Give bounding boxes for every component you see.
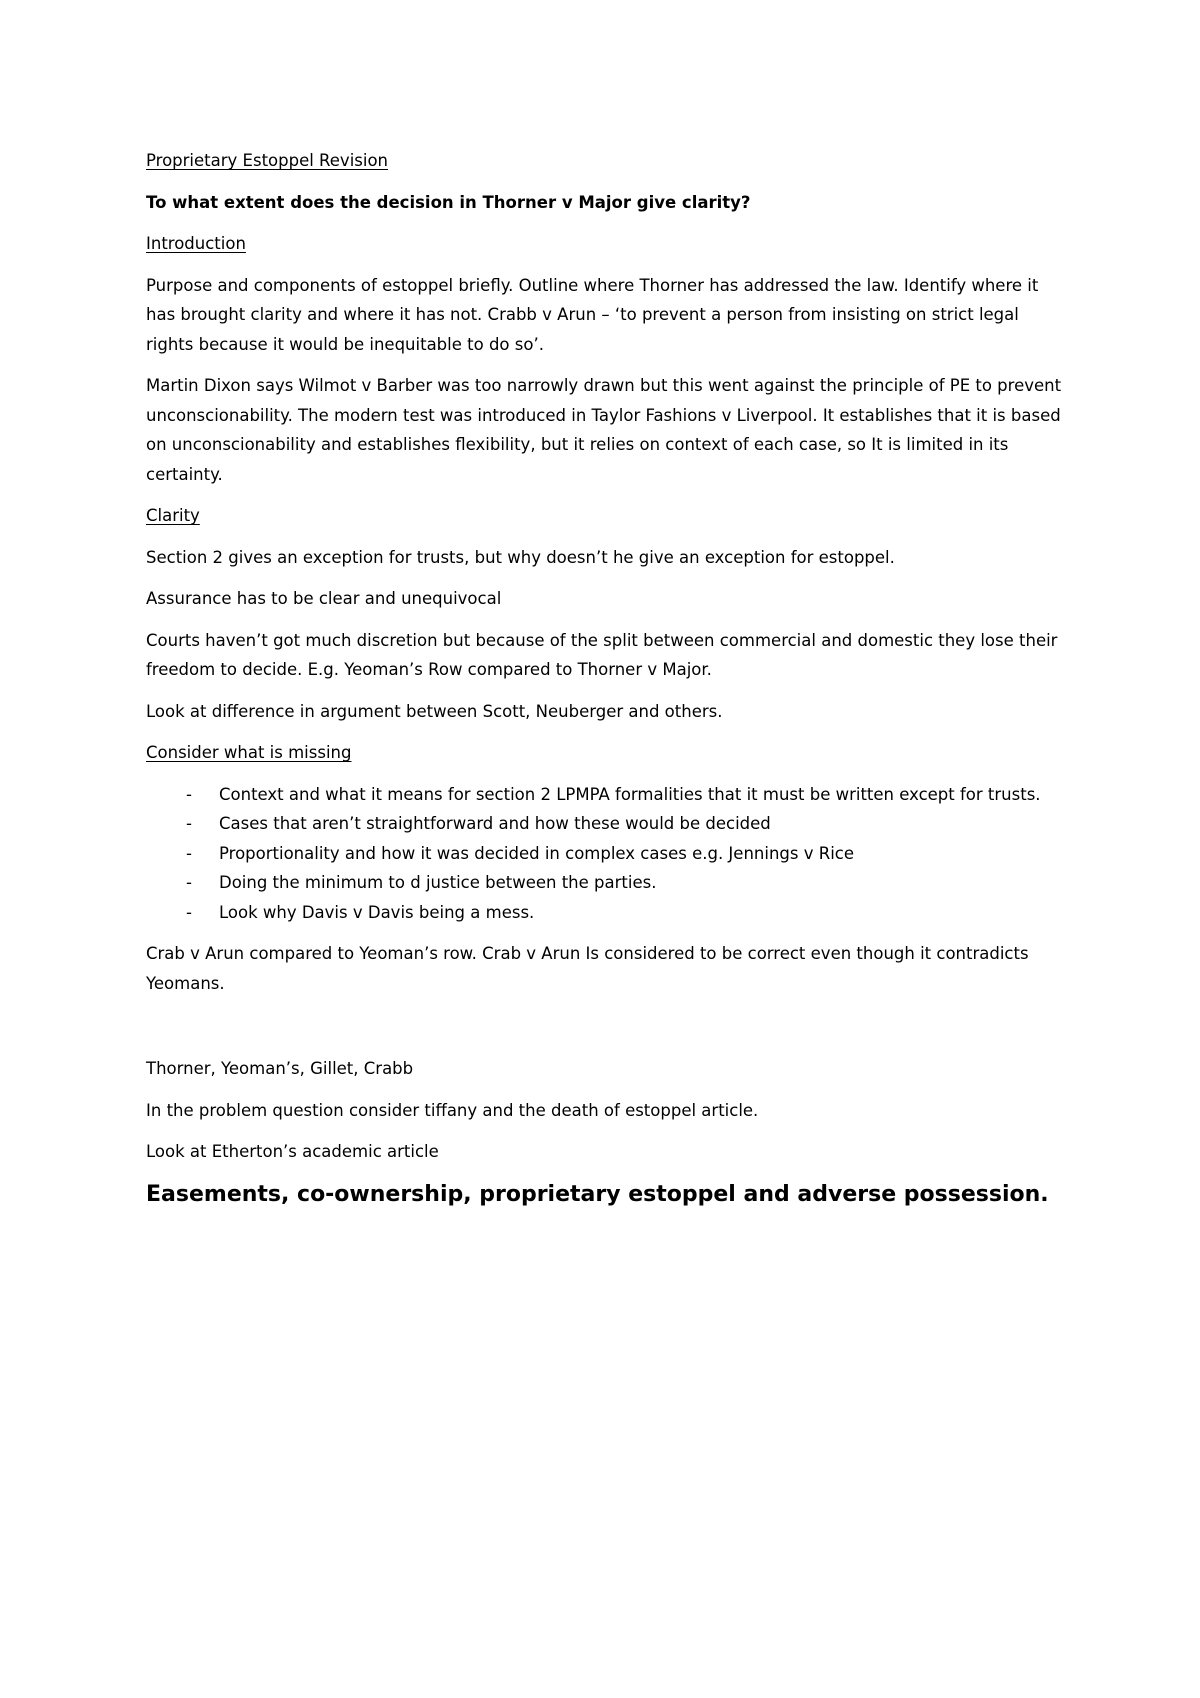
- dash-marker: -: [186, 873, 192, 892]
- list-item-text: Doing the minimum to d justice between the parties.: [219, 873, 657, 892]
- missing-heading: Consider what is missing: [146, 743, 352, 762]
- list-item-text: Look why Davis v Davis being a mess.: [219, 902, 535, 922]
- dash-marker: -: [186, 814, 192, 833]
- list-item: [146, 780, 1066, 810]
- missing-closing-paragraph: Crab v Arun compared to Yeoman’s row. Crab v Arun Is considered to be correct even though it contradicts Yeomans.: [146, 944, 1029, 993]
- list-item: [146, 839, 1066, 869]
- list-item: [146, 898, 1066, 928]
- dash-marker: -: [186, 843, 192, 863]
- note-line: Look at Etherton’s academic article: [146, 1142, 439, 1161]
- introduction-paragraph: Purpose and components of estoppel briefly. Outline where Thorner has addressed the law. Identify where it has brought clarity and where it has not. Crabb v Arun – ‘to prevent a person from insisting on strict legal rights because it would be inequitable to do so’.: [146, 275, 1039, 354]
- note-line: In the problem question consider tiffany and the death of estoppel article.: [146, 1100, 759, 1120]
- topics-heading: Easements, co-ownership, proprietary estoppel and adverse possession.: [146, 1181, 1049, 1207]
- blank-line: [146, 1010, 1066, 1054]
- document-title: Proprietary Estoppel Revision: [146, 151, 389, 170]
- essay-question: To what extent does the decision in Thorner v Major give clarity?: [146, 192, 751, 212]
- introduction-heading: Introduction: [146, 234, 246, 253]
- clarity-paragraph: Courts haven’t got much discretion but because of the split between commercial and domestic they lose their freedom to decide. E.g. Yeoman’s Row compared to Thorner v Major.: [146, 630, 1058, 679]
- note-line: Thorner, Yeoman’s, Gillet, Crabb: [146, 1059, 414, 1078]
- list-item: [146, 868, 1066, 898]
- dash-marker: -: [186, 902, 192, 922]
- list-item-text: Context and what it means for section 2 LPMPA formalities that it must be written except for trusts.: [219, 784, 1041, 804]
- clarity-paragraph: Section 2 gives an exception for trusts, but why doesn’t he give an exception for estoppel.: [146, 547, 895, 567]
- clarity-heading: Clarity: [146, 506, 200, 525]
- clarity-paragraph: Look at difference in argument between Scott, Neuberger and others.: [146, 701, 723, 721]
- list-item-text: Proportionality and how it was decided in complex cases e.g. Jennings v Rice: [219, 843, 855, 863]
- clarity-paragraph: Assurance has to be clear and unequivocal: [146, 589, 502, 608]
- list-item: [146, 809, 1066, 839]
- dash-marker: -: [186, 784, 192, 804]
- introduction-paragraph: Martin Dixon says Wilmot v Barber was too narrowly drawn but this went against the principle of PE to prevent unconscionability. The modern test was introduced in Taylor Fashions v Liverpool. It establishes that it is based on unconscionability and establishes flexibility, but it relies on context of each case, so It is limited in its certainty.: [146, 376, 1062, 484]
- document-page: [146, 146, 1066, 1211]
- missing-list: [146, 780, 1066, 928]
- list-item-text: Cases that aren’t straightforward and how these would be decided: [219, 814, 771, 833]
